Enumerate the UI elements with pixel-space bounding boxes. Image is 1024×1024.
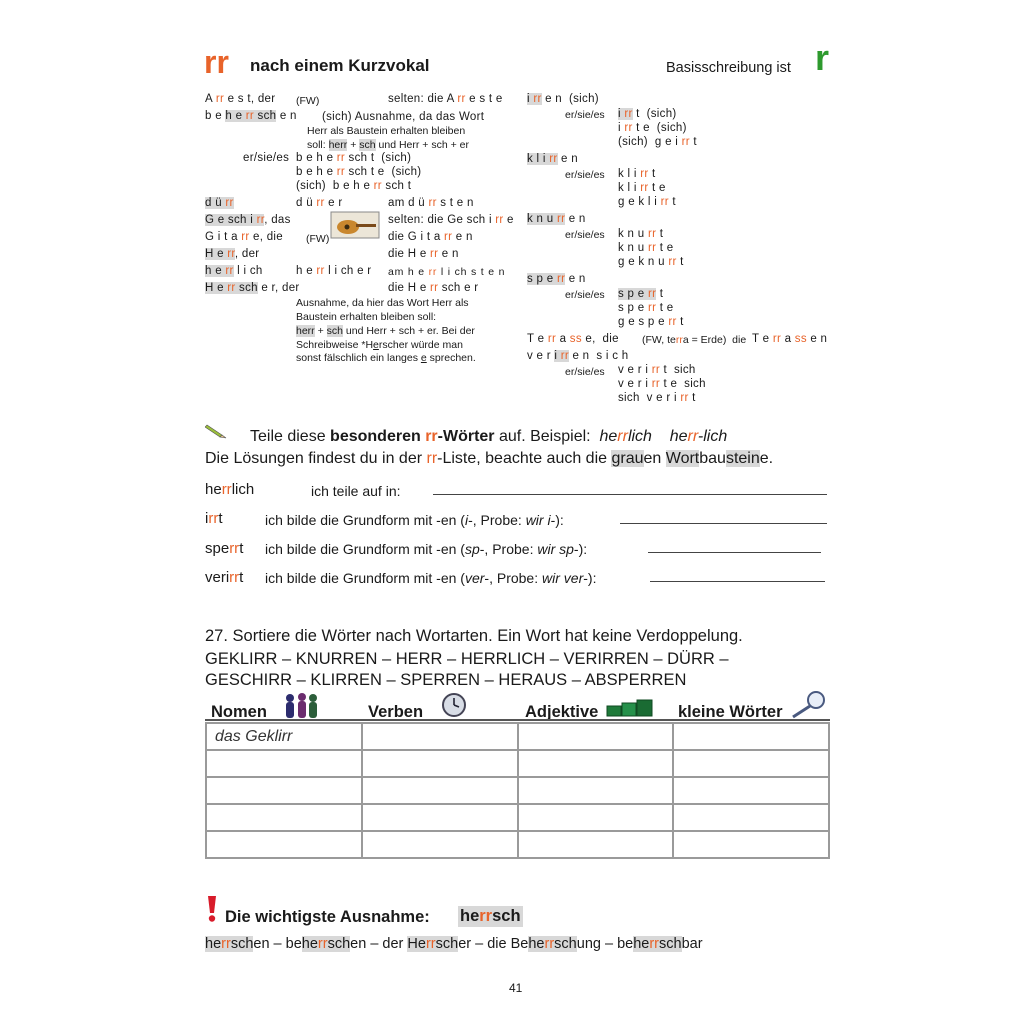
table-cell[interactable]	[673, 750, 829, 777]
word-duerrsten: am d ü rr s t e n	[388, 197, 474, 209]
exercise-instruction: Teile diese besonderen rr-Wörter auf. Beispiel: herrlich herr-lich	[250, 428, 728, 445]
ersiees-label: er/sie/es	[565, 366, 605, 378]
exception-note: Schreibweise *Herscher würde man	[296, 339, 463, 351]
sorting-table	[205, 722, 830, 859]
ersiees-label: er/sie/es	[243, 152, 290, 164]
ersiees-label: er/sie/es	[565, 109, 605, 121]
r-heading-letter: r	[815, 37, 830, 78]
note-line: Herr als Baustein erhalten bleiben	[307, 125, 466, 137]
exercise27-title: 27. Sortiere die Wörter nach Wortarten. Ein Wort hat keine Verdoppelung.	[205, 627, 743, 645]
geschirr-plural: selten: die Ge sch i rr e	[388, 214, 514, 226]
table-cell[interactable]	[362, 831, 518, 858]
word-arrest: A rr e s t, der	[205, 93, 276, 105]
word-duerrer: d ü rr e r	[296, 197, 343, 209]
guitar-image-icon	[330, 211, 380, 239]
form-line: k n u rr t	[618, 228, 664, 240]
rr-heading-letters: rr	[204, 44, 229, 80]
exercise-word-irrt: irrt	[205, 510, 223, 527]
form-line: (sich) g e i rr t	[618, 136, 697, 148]
herren-plural: die H e rr e n	[388, 248, 459, 260]
word-herrlicher: h e rr l i ch e r	[296, 265, 372, 277]
form-line: s p e rr t	[618, 288, 664, 300]
table-cell[interactable]	[362, 750, 518, 777]
note-line: soll: herr + sch und Herr + sch + er	[307, 139, 469, 151]
page-number: 41	[509, 981, 523, 995]
column-header-verben: Verben	[368, 703, 424, 721]
form-line: k n u rr t e	[618, 242, 674, 254]
word-terrasse: T e rr a ss e, die	[527, 333, 619, 345]
table-cell[interactable]	[673, 804, 829, 831]
table-row	[206, 723, 829, 750]
word-beherrschen: b e h e rr sch e n	[205, 110, 297, 122]
magnifier-icon	[790, 690, 828, 720]
form-line: i rr t (sich)	[618, 108, 677, 120]
table-cell[interactable]	[673, 831, 829, 858]
table-cell[interactable]	[518, 804, 674, 831]
form-line: v e r i rr t e sich	[618, 378, 706, 390]
table-row	[206, 750, 829, 777]
form-line: (sich) b e h e rr sch t	[296, 180, 412, 192]
table-cell[interactable]	[206, 777, 362, 804]
form-line: b e h e rr sch t (sich)	[296, 152, 412, 164]
word-irren: i rr e n (sich)	[527, 93, 599, 105]
word-herr: H e rr, der	[205, 248, 260, 260]
exercise-word-sperrt: sperrt	[205, 540, 244, 557]
herrscher-plural: die H e rr sch e r	[388, 282, 479, 294]
ersiees-label: er/sie/es	[565, 289, 605, 301]
table-cell[interactable]	[206, 750, 362, 777]
table-cell[interactable]	[518, 723, 674, 750]
form-line: k l i rr t	[618, 168, 656, 180]
answer-line[interactable]	[620, 523, 827, 524]
table-cell[interactable]	[673, 777, 829, 804]
exercise27-words: GESCHIRR – KLIRREN – SPERREN – HERAUS – ABSPERREN	[205, 671, 687, 689]
table-cell[interactable]	[362, 723, 518, 750]
answer-line[interactable]	[433, 494, 827, 495]
figures-icon	[282, 692, 320, 720]
form-line: sich v e r i rr t	[618, 392, 696, 404]
table-cell[interactable]	[673, 723, 829, 750]
table-cell-nomen[interactable]: das Geklirr	[206, 723, 362, 750]
answer-line[interactable]	[648, 552, 821, 553]
table-row	[206, 777, 829, 804]
green-blocks-icon	[606, 699, 654, 717]
form-line: g e k l i rr t	[618, 196, 676, 208]
page-heading: nach einem Kurzvokal	[250, 56, 430, 75]
table-cell[interactable]	[518, 777, 674, 804]
column-header-nomen: Nomen	[211, 703, 267, 721]
exercise-task: ich bilde die Grundform mit -en (ver-, Probe: wir ver-):	[265, 570, 597, 586]
exception-title: Die wichtigste Ausnahme:	[225, 908, 430, 926]
fw-label: (FW)	[296, 95, 320, 107]
arrest-plural: selten: die A rr e s t e	[388, 93, 503, 105]
table-row	[206, 804, 829, 831]
exercise-hint: Die Lösungen findest du in der rr-Liste, beachte auch die grauen Wortbausteine.	[205, 450, 774, 467]
gitarren-plural: die G i t a rr e n	[388, 231, 473, 243]
word-sperren: s p e rr e n	[527, 273, 586, 285]
form-line: i rr t e (sich)	[618, 122, 687, 134]
terrassen-plural: T e rr a ss e n	[752, 333, 828, 345]
exercise-word-verirrt: verirrt	[205, 569, 244, 586]
basisschreibung-label: Basisschreibung ist	[666, 60, 791, 76]
table-cell[interactable]	[518, 750, 674, 777]
exercise-task: ich teile auf in:	[311, 483, 401, 499]
exercise-task: ich bilde die Grundform mit -en (i-, Probe: wir i-):	[265, 512, 564, 528]
ersiees-label: er/sie/es	[565, 229, 605, 241]
word-verirren: v e r i rr e n s i c h	[527, 350, 629, 362]
word-herrlich: h e rr l i ch	[205, 265, 263, 277]
table-cell[interactable]	[518, 831, 674, 858]
column-header-adjektive: Adjektive	[525, 703, 599, 721]
ersiees-label: er/sie/es	[565, 169, 605, 181]
table-cell[interactable]	[206, 831, 362, 858]
exception-note: Baustein erhalten bleiben soll:	[296, 311, 437, 323]
table-cell[interactable]	[362, 804, 518, 831]
beherrschen-note: (sich) Ausnahme, da das Wort	[322, 111, 485, 123]
header-underline	[205, 719, 830, 721]
word-geschirr: G e sch i rr, das	[205, 214, 291, 226]
exercise-task: ich bilde die Grundform mit -en (sp-, Probe: wir sp-):	[265, 541, 588, 557]
exception-word-family: herrschen – beherrschen – der Herrscher – die Beherrschung – beherrschbar	[205, 936, 703, 952]
form-line: k l i rr t e	[618, 182, 666, 194]
exception-note: Ausnahme, da hier das Wort Herr als	[296, 297, 469, 309]
exercise27-words: GEKLIRR – KNURREN – HERR – HERRLICH – VERIRREN – DÜRR –	[205, 650, 729, 668]
word-herrscher: H e rr sch e r, der	[205, 282, 300, 294]
pencil-icon	[205, 423, 227, 439]
clock-icon	[441, 692, 467, 718]
form-line: v e r i rr t sich	[618, 364, 696, 376]
terrasse-note: (FW, terra = Erde) die	[642, 334, 747, 346]
word-gitarre: G i t a rr e, die	[205, 231, 283, 243]
exclamation-icon	[206, 895, 218, 923]
form-line: g e s p e rr t	[618, 316, 684, 328]
form-line: s p e rr t e	[618, 302, 674, 314]
exception-note: sonst fälschlich ein langes e sprechen.	[296, 352, 476, 364]
answer-line[interactable]	[650, 581, 825, 582]
fw-label: (FW)	[306, 233, 330, 245]
table-cell[interactable]	[362, 777, 518, 804]
table-row	[206, 831, 829, 858]
column-header-kleine-woerter: kleine Wörter	[678, 703, 783, 721]
exception-word: herrsch	[460, 907, 521, 925]
exception-note: herr + sch und Herr + sch + er. Bei der	[296, 325, 475, 337]
exercise-word-herrlich: herrlich	[205, 481, 255, 498]
table-cell[interactable]	[206, 804, 362, 831]
word-duerr: d ü rr	[205, 197, 234, 209]
word-klirren: k l i rr e n	[527, 153, 578, 165]
form-line: g e k n u rr t	[618, 256, 684, 268]
form-line: b e h e rr sch t e (sich)	[296, 166, 422, 178]
word-knurren: k n u rr e n	[527, 213, 586, 225]
word-herrlichsten: am h e rr l i ch s t e n	[388, 266, 506, 278]
